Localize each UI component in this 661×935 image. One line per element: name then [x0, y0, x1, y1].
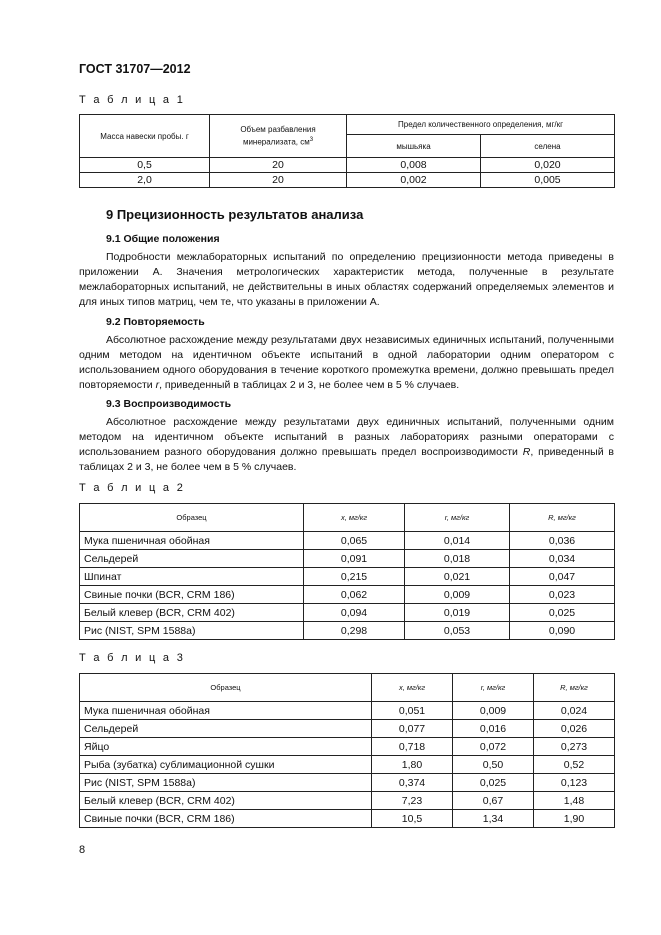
table2-header-x: x, мг/кг [304, 504, 405, 532]
value-R: 0,123 [534, 774, 615, 792]
sample-name: Шпинат [80, 568, 304, 586]
value-r: 0,072 [453, 738, 534, 756]
value-r: 0,009 [405, 586, 510, 604]
value-r: 0,009 [453, 702, 534, 720]
table1-cell: 2,0 [80, 173, 210, 188]
table-row [80, 586, 615, 604]
table1-cell: 0,020 [481, 158, 615, 173]
table-row [80, 756, 615, 774]
value-r: 0,50 [453, 756, 534, 774]
sample-name: Рис (NIST, SPM 1588a) [80, 774, 372, 792]
table-row [80, 720, 615, 738]
table-row [80, 810, 615, 828]
value-x: 0,215 [304, 568, 405, 586]
table-row [80, 622, 615, 640]
section-title: 9 Прецизионность результатов анализа [106, 207, 364, 222]
value-x: 0,077 [372, 720, 453, 738]
value-r: 0,014 [405, 532, 510, 550]
value-x: 0,091 [304, 550, 405, 568]
value-r: 1,34 [453, 810, 534, 828]
value-r: 0,019 [405, 604, 510, 622]
value-x: 10,5 [372, 810, 453, 828]
value-R: 0,026 [534, 720, 615, 738]
value-x: 1,80 [372, 756, 453, 774]
value-R: 0,273 [534, 738, 615, 756]
table1-label: Т а б л и ц а 1 [79, 94, 186, 106]
table3-header-sample: Образец [80, 674, 372, 702]
value-x: 0,051 [372, 702, 453, 720]
sample-name: Рыба (зубатка) сублимационной сушки [80, 756, 372, 774]
table-row [80, 774, 615, 792]
table1-cell: 0,005 [481, 173, 615, 188]
table1-cell: 0,002 [347, 173, 481, 188]
document-code: ГОСТ 31707—2012 [79, 62, 191, 76]
value-R: 0,024 [534, 702, 615, 720]
table3-header-x: x, мг/кг [372, 674, 453, 702]
table1-header-selenium: селена [481, 135, 615, 158]
value-x: 0,094 [304, 604, 405, 622]
table3-header-R: R, мг/кг [534, 674, 615, 702]
sample-name: Мука пшеничная обойная [80, 702, 372, 720]
table1-cell: 20 [210, 173, 347, 188]
value-r: 0,025 [453, 774, 534, 792]
table1 [79, 114, 615, 188]
sample-name: Сельдерей [80, 720, 372, 738]
sample-name: Белый клевер (BCR, CRM 402) [80, 604, 304, 622]
table-row [80, 158, 615, 173]
table2-label: Т а б л и ц а 2 [79, 482, 186, 494]
value-R: 0,036 [510, 532, 615, 550]
value-r: 0,016 [453, 720, 534, 738]
sample-name: Мука пшеничная обойная [80, 532, 304, 550]
value-R: 0,025 [510, 604, 615, 622]
table-row [80, 532, 615, 550]
value-x: 7,23 [372, 792, 453, 810]
value-r: 0,67 [453, 792, 534, 810]
sample-name: Свиные почки (BCR, CRM 186) [80, 586, 304, 604]
table3-header-r: r, мг/кг [453, 674, 534, 702]
value-x: 0,065 [304, 532, 405, 550]
value-r: 0,018 [405, 550, 510, 568]
value-R: 0,52 [534, 756, 615, 774]
value-R: 0,034 [510, 550, 615, 568]
table1-header-volume: Объем разбавления минерализата, $см^3$ [210, 115, 347, 158]
value-R: 0,047 [510, 568, 615, 586]
subsection-9-2-text: Абсолютное расхождение между результатами двух независимых единичных испытаний, полученными одним методом на идентичном объекте испытаний в одной лаборатории одним оператором с использованием одного оборудования в течение короткого промежутка времени, должно превышать предел повторяемости r, приведенный в таблицах 2 и 3, не более чем в 5 % случаев. [79, 334, 614, 391]
table1-header-arsenic: мышьяка [347, 135, 481, 158]
subsection-9-3-text: Абсолютное расхождение между результатами двух единичных испытаний, полученными одним методом на идентичном объекте испытаний в разных лабораториях разными операторами с использованием разного оборудования должно превышать предел воспроизводимости R, приведенный в таблицах 2 и 3, не более чем в 5 % случаев. [79, 416, 614, 473]
table-row [80, 604, 615, 622]
table2 [79, 503, 615, 640]
sample-name: Яйцо [80, 738, 372, 756]
value-x: 0,062 [304, 586, 405, 604]
table-row [80, 792, 615, 810]
value-R: 1,90 [534, 810, 615, 828]
table1-cell: 20 [210, 158, 347, 173]
table-row [80, 568, 615, 586]
value-R: 0,090 [510, 622, 615, 640]
table2-header-sample: Образец [80, 504, 304, 532]
sample-name: Сельдерей [80, 550, 304, 568]
subsection-9-1-text: Подробности межлабораторных испытаний по определению прецизионности метода приведены в приложении А. Значения метрологических характеристик метода, полученные в результате межлабораторных испытаний, не действительны в иных областях содержаний определяемых элементов и для иных типов матриц, чем те, что указаны в приложении А. [79, 251, 614, 308]
table1-cell: 0,5 [80, 158, 210, 173]
table-row [80, 173, 615, 188]
table1-cell: 0,008 [347, 158, 481, 173]
value-x: 0,298 [304, 622, 405, 640]
value-R: 0,023 [510, 586, 615, 604]
page-number: 8 [79, 844, 86, 856]
table3-label: Т а б л и ц а 3 [79, 652, 186, 664]
table1-header-limit: Предел количественного определения, мг/кг [347, 115, 615, 135]
value-r: 0,053 [405, 622, 510, 640]
subsection-9-1-title: 9.1 Общие положения [106, 233, 220, 245]
value-x: 0,718 [372, 738, 453, 756]
sample-name: Рис (NIST, SPM 1588a) [80, 622, 304, 640]
subsection-9-2-title: 9.2 Повторяемость [106, 316, 205, 328]
subsection-9-3-title: 9.3 Воспроизводимость [106, 398, 232, 410]
table3 [79, 673, 615, 828]
table-row [80, 738, 615, 756]
table2-header-R: R, мг/кг [510, 504, 615, 532]
sample-name: Белый клевер (BCR, CRM 402) [80, 792, 372, 810]
sample-name: Свиные почки (BCR, CRM 186) [80, 810, 372, 828]
value-r: 0,021 [405, 568, 510, 586]
table1-header-mass: Масса навески пробы. г [80, 115, 210, 158]
value-R: 1,48 [534, 792, 615, 810]
table-row [80, 702, 615, 720]
value-x: 0,374 [372, 774, 453, 792]
table-row [80, 550, 615, 568]
table2-header-r: r, мг/кг [405, 504, 510, 532]
